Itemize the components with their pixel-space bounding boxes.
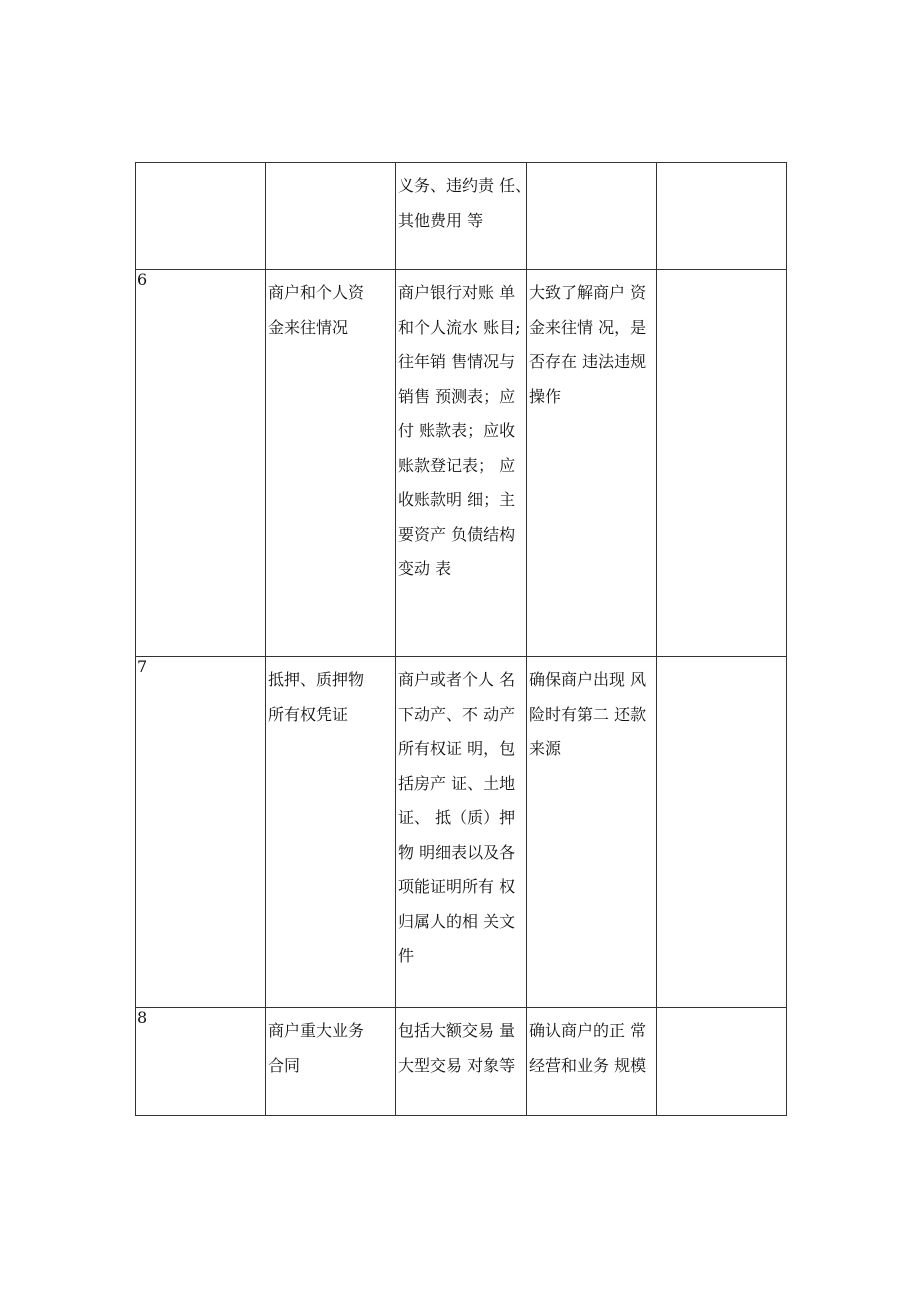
- purpose-line: 操作: [529, 386, 562, 406]
- purpose-cell: [527, 1008, 657, 1116]
- materials-line: 下动产、不 动产: [398, 704, 516, 724]
- row-number-cell: [136, 270, 266, 657]
- row-number: 8: [137, 1008, 148, 1027]
- row-number: 6: [137, 270, 148, 289]
- materials-line: 大型交易 对象等: [398, 1055, 516, 1075]
- materials-line: 其他费用 等: [398, 210, 484, 230]
- item-line: 商户重大业务: [268, 1021, 365, 1040]
- purpose-line: 大致了解商户 资: [529, 283, 647, 302]
- materials-cell: [396, 1008, 527, 1116]
- purpose-cell: [527, 163, 657, 270]
- purpose-line: 确认商户的正 常: [529, 1021, 647, 1040]
- document-table: [135, 162, 787, 1116]
- materials-line: 变动 表: [398, 559, 452, 578]
- row-number-cell: [136, 163, 266, 270]
- table-row: [136, 657, 787, 1008]
- purpose-cell: [527, 270, 657, 657]
- purpose-line: 否存在 违法违规: [529, 352, 647, 371]
- item-cell: [266, 270, 396, 657]
- item-cell: [266, 657, 396, 1008]
- purpose-line: 金来往情 况，是: [529, 317, 647, 337]
- remarks-cell: [657, 657, 787, 1008]
- row-number-cell: [136, 1008, 266, 1116]
- materials-line: 和个人流水 账目;: [398, 317, 521, 337]
- materials-cell: [396, 270, 527, 657]
- materials-line: 往年销 售情况与: [398, 352, 516, 371]
- remarks-cell: [657, 270, 787, 657]
- remarks-text: [657, 1008, 786, 1014]
- table-row: [136, 163, 787, 270]
- purpose-line: 确保商户出现 风: [529, 670, 647, 689]
- remarks-text: [657, 657, 786, 663]
- materials-line: 括房产 证、土地: [398, 773, 516, 793]
- materials-line: 归属人的相 关文: [398, 911, 516, 931]
- item-line: 合同: [268, 1055, 301, 1075]
- remarks-text: [657, 270, 786, 276]
- materials-line: 包括大额交易 量: [398, 1021, 516, 1040]
- materials-line: 商户银行对账 单: [398, 283, 516, 302]
- item-line: 商户和个人资: [268, 283, 365, 302]
- materials-line: 收账款明 细；主: [398, 490, 516, 509]
- remarks-text: [657, 163, 786, 169]
- table-row: [136, 1008, 787, 1116]
- item-line: 抵押、质押物: [268, 670, 365, 689]
- materials-cell: [396, 163, 532, 270]
- remarks-cell: [657, 163, 787, 270]
- materials-cell: [396, 657, 527, 1008]
- item-line: 所有权凭证: [268, 704, 349, 724]
- row-number: 7: [137, 657, 148, 676]
- materials-line: 销售 预测表；应: [398, 386, 516, 406]
- materials-line: 要资产 负债结构: [398, 524, 516, 544]
- remarks-cell: [657, 1008, 787, 1116]
- materials-line: 义务、违约责 任、: [398, 176, 532, 195]
- purpose-line: 来源: [529, 739, 562, 758]
- item-line: 金来往情况: [268, 317, 349, 337]
- materials-line: 所有权证 明，包: [398, 739, 516, 758]
- purpose-line: 经营和业务 规模: [529, 1055, 647, 1075]
- materials-line: 账款登记表； 应: [398, 455, 516, 475]
- row-number: [136, 163, 265, 165]
- materials-line: 项能证明所有 权: [398, 877, 516, 896]
- row-number-cell: [136, 657, 266, 1008]
- purpose-cell: [527, 657, 657, 1008]
- materials-line: 证、 抵（质）押: [398, 808, 516, 827]
- materials-line: 付 账款表；应收: [398, 421, 516, 440]
- materials-line: 商户或者个人 名: [398, 670, 516, 689]
- item-cell: [266, 1008, 396, 1116]
- purpose-line: 险时有第二 还款: [529, 704, 647, 724]
- materials-line: 物 明细表以及各: [398, 842, 516, 862]
- table-row: [136, 270, 787, 657]
- item-cell: [266, 163, 396, 270]
- materials-line: 件: [398, 946, 415, 965]
